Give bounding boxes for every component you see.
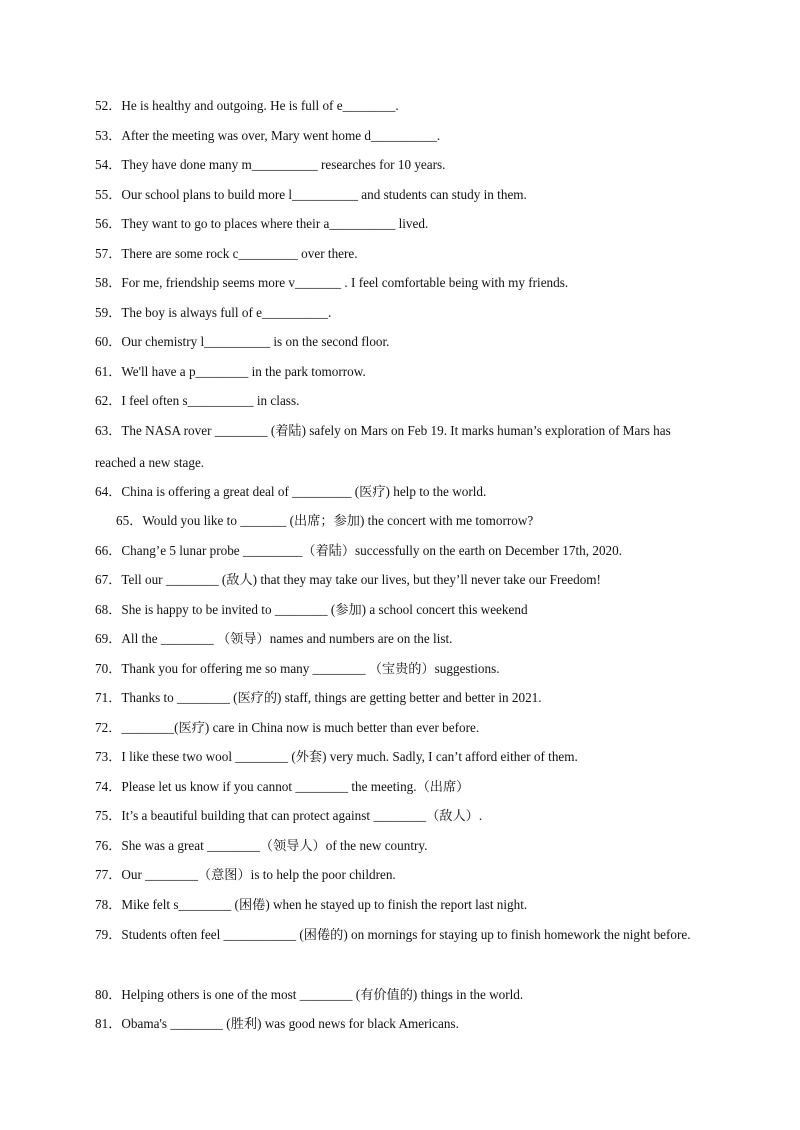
question-text: There are some rock c_________ over there.: [121, 246, 358, 261]
question-59: [95, 305, 705, 321]
question-52: [95, 98, 705, 114]
question-number: 79．: [95, 927, 122, 942]
question-number: 53．: [95, 128, 122, 143]
question-number: 76．: [95, 838, 122, 853]
question-number: 61．: [95, 364, 122, 379]
question-text: The boy is always full of e__________.: [121, 305, 332, 320]
question-71: [95, 690, 705, 706]
question-78: [95, 897, 705, 913]
question-54: [95, 157, 705, 173]
question-number: 57．: [95, 246, 122, 261]
question-text: He is healthy and outgoing. He is full of e________.: [121, 98, 399, 113]
question-81: [95, 1016, 705, 1032]
question-text: I like these two wool ________ (外套) very much. Sadly, I can’t afford either of them.: [121, 749, 578, 764]
question-number: 80．: [95, 987, 122, 1002]
question-text: Please let us know if you cannot ________ the meeting.（出席）: [121, 779, 470, 794]
question-number: 70．: [95, 661, 122, 676]
question-74: [95, 779, 705, 795]
question-64: [95, 484, 705, 500]
question-text: For me, friendship seems more v_______ . I feel comfortable being with my friends.: [121, 275, 569, 290]
question-79: [95, 919, 695, 951]
question-number: 63．: [95, 423, 122, 438]
question-73: [95, 749, 705, 765]
question-number: 75．: [95, 808, 122, 823]
question-number: 62．: [95, 393, 122, 408]
question-number: 72．: [95, 720, 122, 735]
question-text: Thank you for offering me so many ________ （宝贵的）suggestions.: [121, 661, 500, 676]
question-text: Obama's ________ (胜利) was good news for black Americans.: [121, 1016, 459, 1031]
question-72: [95, 720, 705, 736]
question-number: 68．: [95, 602, 122, 617]
question-60: [95, 334, 705, 350]
question-77: [95, 867, 705, 883]
question-number: 71．: [95, 690, 122, 705]
question-number: 77．: [95, 867, 122, 882]
question-number: 55．: [95, 187, 122, 202]
question-text: After the meeting was over, Mary went home d__________.: [121, 128, 441, 143]
question-text: She is happy to be invited to ________ (参加) a school concert this weekend: [121, 602, 528, 617]
question-text: All the ________ （领导）names and numbers are on the list.: [121, 631, 453, 646]
question-58: [95, 275, 705, 291]
question-65: [116, 513, 726, 529]
question-text: ________(医疗) care in China now is much better than ever before.: [121, 720, 480, 735]
question-75: [95, 808, 705, 824]
question-63: [95, 415, 695, 478]
question-number: 52．: [95, 98, 122, 113]
question-68: [95, 602, 705, 618]
question-number: 66．: [95, 543, 122, 558]
question-62: [95, 393, 705, 409]
question-70: [95, 661, 705, 677]
question-text: They have done many m__________ researches for 10 years.: [121, 157, 446, 172]
question-text: It’s a beautiful building that can protect against ________（敌人）.: [121, 808, 483, 823]
question-number: 65．: [116, 513, 143, 528]
question-number: 58．: [95, 275, 122, 290]
question-55: [95, 187, 705, 203]
question-66: [95, 543, 705, 559]
question-text: Our school plans to build more l__________ and students can study in them.: [121, 187, 527, 202]
question-61: [95, 364, 705, 380]
question-text: Helping others is one of the most ________ (有价值的) things in the world.: [121, 987, 524, 1002]
question-text: Thanks to ________ (医疗的) staff, things are getting better and better in 2021.: [121, 690, 542, 705]
question-number: 78．: [95, 897, 122, 912]
question-text: We'll have a p________ in the park tomorrow.: [121, 364, 366, 379]
question-text: She was a great ________（领导人）of the new country.: [121, 838, 428, 853]
question-53: [95, 128, 705, 144]
question-57: [95, 246, 705, 262]
question-text: Students often feel ___________ (困倦的) on mornings for staying up to finish homework the night before.: [121, 927, 691, 942]
question-text: Tell our ________ (敌人) that they may take our lives, but they’ll never take our Freedom!: [121, 572, 601, 587]
question-number: 73．: [95, 749, 122, 764]
question-text: The NASA rover ________ (着陆) safely on Mars on Feb 19. It marks human’s exploration of Mars has reached a new stage.: [95, 423, 671, 470]
question-text: I feel often s__________ in class.: [121, 393, 300, 408]
question-69: [95, 631, 705, 647]
question-number: 56．: [95, 216, 122, 231]
question-text: China is offering a great deal of _________ (医疗) help to the world.: [121, 484, 487, 499]
question-76: [95, 838, 705, 854]
question-text: Would you like to _______ (出席；参加) the concert with me tomorrow?: [142, 513, 534, 528]
question-number: 54．: [95, 157, 122, 172]
question-text: Mike felt s________ (困倦) when he stayed up to finish the report last night.: [121, 897, 528, 912]
question-number: 64．: [95, 484, 122, 499]
question-text: Our ________（意图）is to help the poor children.: [121, 867, 396, 882]
question-number: 81．: [95, 1016, 122, 1031]
question-number: 59．: [95, 305, 122, 320]
question-text: Chang’e 5 lunar probe _________（着陆）successfully on the earth on December 17th, 2020.: [121, 543, 623, 558]
question-67: [95, 572, 705, 588]
question-80: [95, 987, 705, 1003]
question-text: They want to go to places where their a__________ lived.: [121, 216, 429, 231]
question-number: 74．: [95, 779, 122, 794]
question-text: Our chemistry l__________ is on the second floor.: [121, 334, 390, 349]
question-56: [95, 216, 705, 232]
question-number: 67．: [95, 572, 122, 587]
question-number: 60．: [95, 334, 122, 349]
question-number: 69．: [95, 631, 122, 646]
